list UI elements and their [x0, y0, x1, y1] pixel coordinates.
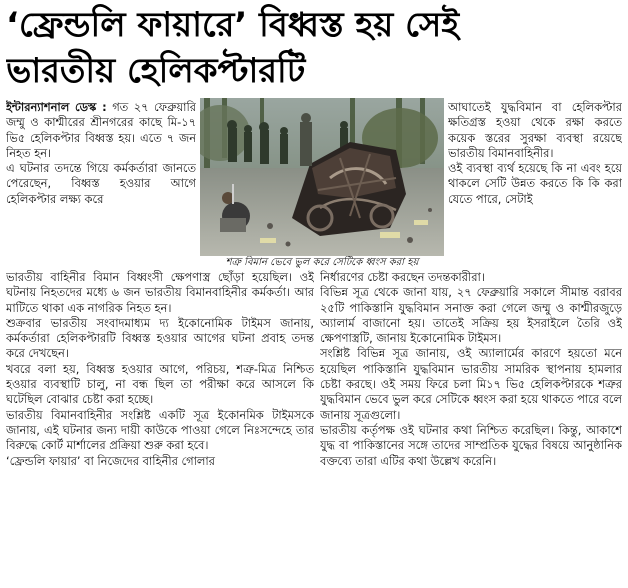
paragraph-text: গত ২৭ ফেব্রুয়ারি জম্মু ও কাশ্মীরের শ্রীনগরের কাছে মি-১৭ ভি৫ হেলিকপ্টার বিধ্বস্ত হয়। এতে ৭ জন নিহত হন।: [6, 100, 196, 160]
headline-line-1: ‘ফ্রেন্ডলি ফায়ারে’ বিধ্বস্ত হয় সেই: [6, 5, 460, 45]
article-paragraph: ভারতীয় বিমানবাহিনীর সংশ্লিষ্ট একটি সূত্র ইকোনমিক টাইমসকে জানায়, এই ঘটনার জন্য দায়ী কাউকে পাওয়া গেলে নিঃসন্দেহে তার বিরুদ্ধে কোর্ট মার্শালের প্রক্রিয়া শুরু করা হবে।: [6, 407, 314, 453]
news-photo: [200, 98, 444, 256]
article-column-bottom-right: [320, 270, 622, 586]
article-paragraph: আঘাতেই যুদ্ধবিমান বা হেলিকপ্টার ক্ষতিগ্রস্ত হওয়া থেকে রক্ষা করতে কয়েক স্তরের সুরক্ষা ব্যবস্থা রয়েছে ভারতীয় বিমানবাহিনীর।: [448, 100, 622, 160]
article-paragraph: নির্ধারণের চেষ্টা করছেন তদন্তকারীরা।: [320, 270, 485, 284]
wreckage-photo: [200, 98, 444, 256]
article-column-bottom-left: [6, 270, 314, 586]
headline-line-2: ভারতীয় হেলিকপ্টারটি: [6, 51, 306, 91]
article-paragraph: এ ঘটনার তদন্তে গিয়ে কর্মকর্তারা জানতে পেরেছেন, বিধ্বস্ত হওয়ার আগে হেলিকপ্টার লক্ষ্য করে: [6, 161, 196, 206]
article-paragraph: ভারতীয় কর্তৃপক্ষ ওই ঘটনার কথা নিশ্চিত করেছিল। কিন্তু, আকাশে যুদ্ধ বা পাকিস্তানের সঙ্গে তাদের সাম্প্রতিক যুদ্ধের বিষয়ে আনুষ্ঠানিক বক্তব্যে তারা এটির কথা উল্লেখ করেনি।: [320, 422, 622, 468]
article-paragraph: সংশ্লিষ্ট বিভিন্ন সূত্র জানায়, ওই অ্যালার্মের কারণে হয়তো মনে হয়েছিল পাকিস্তানি যুদ্ধবিমান ভারতীয় সামরিক স্থাপনায় হামলার চেষ্টা করছে। ওই সময় ফিরে চলা মি১৭ ভি৫ হেলিকপ্টারকে শত্রুর যুদ্ধবিমান ভেবে ভুল করে সেটিকে ধ্বংস করা হয়ে থাকতে পারে বলে জানায় সূত্রগুলো।: [320, 346, 622, 422]
article-paragraph: ওই ব্যবস্থা ব্যর্থ হয়েছে কি না এবং হয়ে থাকলে সেটি উন্নত করতে কি কি করা যেতে পারে, সেটাই: [448, 161, 622, 206]
article-paragraph: ‘ফ্রেন্ডলি ফায়ার’ বা নিজেদের বাহিনীর গোলার: [6, 453, 215, 468]
article-column-left: [6, 100, 196, 268]
article-column-right: [448, 100, 622, 268]
article-paragraph: খবরে বলা হয়, বিধ্বস্ত হওয়ার আগে, পরিচয়, শত্রু-মিত্র নিশ্চিত হওয়ার ব্যবস্থাটি চালু, না বন্ধ ছিল তা পরীক্ষা করে আসলে কি ঘটেছিল বোঝার চেষ্টা করা হচ্ছে।: [6, 361, 314, 407]
article-paragraph: শুক্রবার ভারতীয় সংবাদমাধ্যম দ্য ইকোনোমিক টাইমস জানায়, কর্মকর্তারা হেলিকপ্টারটি বিধ্বস্ত হওয়ার আগের ঘটনা প্রবাহ তদন্ত করে দেখছেন।: [6, 315, 314, 361]
photo-caption: শত্রু বিমান ভেবে ভুল করে সেটিকে ধ্বংস করা হয়: [225, 257, 419, 268]
article-paragraph: ভারতীয় বাহিনীর বিমান বিধ্বংসী ক্ষেপণাস্ত্র ছোঁড়া হয়েছিল। ওই ঘটনায় নিহতদের মধ্যে ৬ জন ভারতীয় বিমানবাহিনীর কর্মকর্তা। আর মাটিতে থাকা এক নাগরিক নিহত হন।: [6, 270, 314, 315]
byline: ইন্টারন্যাশনাল ডেস্ক :: [6, 100, 107, 114]
article-paragraph: বিভিন্ন সূত্র থেকে জানা যায়, ২৭ ফেব্রুয়ারি সকালে সীমান্ত বরাবর ২৫টি পাকিস্তানি যুদ্ধবিমান সনাক্ত করা গেলে জম্মু ও কাশ্মীরজুড়ে অ্যালার্ম বাজানো হয়। তাতেই সক্রিয় হয় ইসরাইলে তৈরি ওই ক্ষেপণাস্ত্রটি, জানায় ইকোনোমিক টাইমস।: [320, 285, 622, 346]
headline: [6, 2, 622, 94]
article-paragraph: [6, 100, 196, 161]
